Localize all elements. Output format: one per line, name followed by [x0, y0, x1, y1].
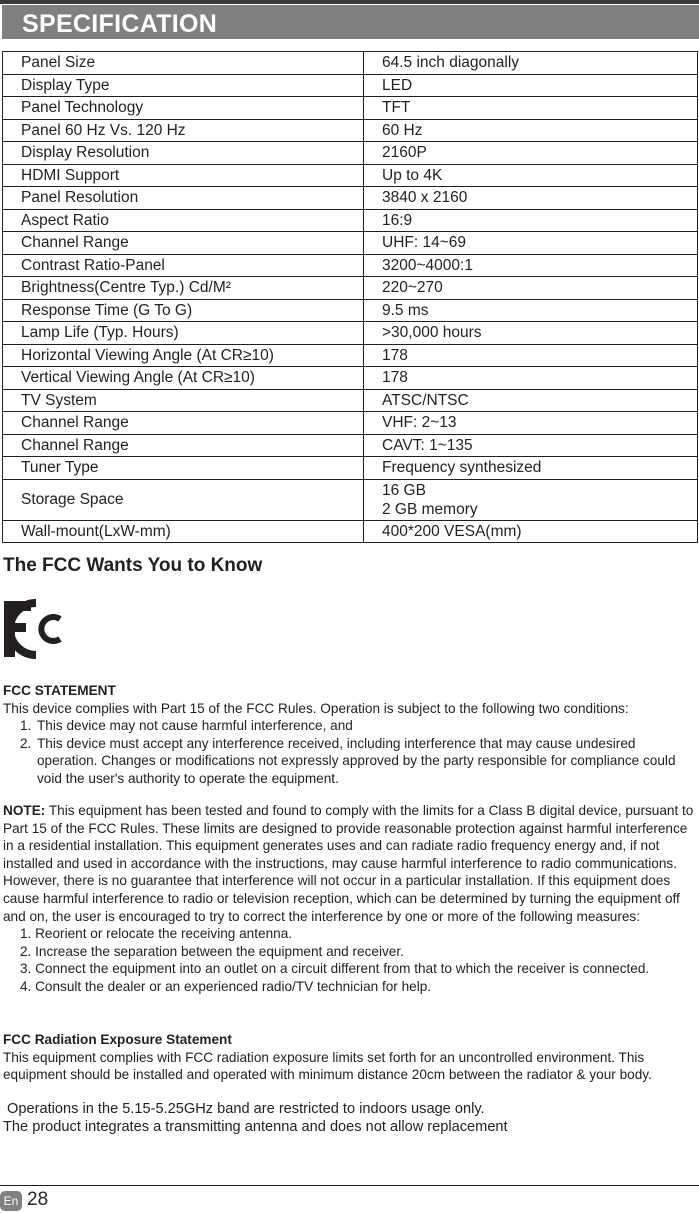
spec-label: Panel Size	[3, 52, 364, 75]
table-row	[3, 367, 698, 390]
table-row	[3, 457, 698, 480]
spec-value: 3200~4000:1	[364, 254, 698, 277]
spec-value: 3840 x 2160	[364, 187, 698, 210]
table-row	[3, 142, 698, 165]
table-row	[3, 412, 698, 435]
spec-label: Contrast Ratio-Panel	[3, 254, 364, 277]
table-row	[3, 97, 698, 120]
table-row	[3, 389, 698, 412]
antenna-text: The product integrates a transmitting antenna and does not allow replacement	[3, 1119, 508, 1135]
table-row	[3, 232, 698, 255]
radiation-text: This equipment complies with FCC radiation exposure limits set forth for an uncontrolled environment. This equipment should be installed and operated with minimum distance 20cm between the radiator & your body.	[3, 1049, 652, 1083]
fcc-heading: The FCC Wants You to Know	[3, 555, 263, 576]
table-row	[3, 322, 698, 345]
spec-value: UHF: 14~69	[364, 232, 698, 255]
spec-value: 220~270	[364, 277, 698, 300]
spec-label: Panel Technology	[3, 97, 364, 120]
operations-text: Operations in the 5.15-5.25GHz band are restricted to indoors usage only.	[3, 1101, 485, 1117]
table-row	[3, 344, 698, 367]
spec-label: Lamp Life (Typ. Hours)	[3, 322, 364, 345]
note-paragraph	[3, 802, 699, 925]
spec-label: Brightness(Centre Typ.) Cd/M²	[3, 277, 364, 300]
spec-label: Aspect Ratio	[3, 209, 364, 232]
spec-label: Vertical Viewing Angle (At CR≥10)	[3, 367, 364, 390]
spec-label: Channel Range	[3, 434, 364, 457]
list-item: 1. Reorient or relocate the receiving antenna.	[20, 926, 293, 942]
spec-label: Panel 60 Hz Vs. 120 Hz	[3, 119, 364, 142]
spec-label: Channel Range	[3, 232, 364, 255]
spec-value: 178	[364, 344, 698, 367]
spec-value: Frequency synthesized	[364, 457, 698, 480]
table-row	[3, 434, 698, 457]
language-badge: En	[0, 1191, 22, 1211]
spec-label: TV System	[3, 389, 364, 412]
spec-value: VHF: 2~13	[364, 412, 698, 435]
table-row	[3, 119, 698, 142]
spec-value: 60 Hz	[364, 119, 698, 142]
top-rule	[0, 0, 699, 4]
spec-label: Channel Range	[3, 412, 364, 435]
spec-value: 9.5 ms	[364, 299, 698, 322]
note-text: This equipment has been tested and found to comply with the limits for a Class B digital device, pursuant to Part 15 of the FCC Rules. These limits are designed to provide reasonable protection against harmful interference in a residential installation. This equipment generates uses and can radiate radio frequency energy and, if not installed and used in accordance with the instructions, may cause harmful interference to radio communications. However, there is no guarantee that interference will not occur in a particular installation. If this equipment does cause harmful interference to radio or television reception, which can be determined by turning the equipment off and on, the user is encouraged to try to correct the interference by one or more of the following measures:	[3, 803, 694, 924]
table-row	[3, 164, 698, 187]
spec-value-line: 16 GB	[382, 481, 426, 499]
spec-label: Horizontal Viewing Angle (At CR≥10)	[3, 344, 364, 367]
section-header-bar	[2, 5, 699, 39]
section-title: SPECIFICATION	[22, 10, 218, 38]
spec-value: ATSC/NTSC	[364, 389, 698, 412]
table-row	[3, 52, 698, 75]
radiation-title: FCC Radiation Exposure Statement	[3, 1032, 232, 1047]
spec-value: 400*200 VESA(mm)	[364, 520, 698, 543]
footer-rule	[0, 1185, 699, 1186]
list-item: 4. Consult the dealer or an experienced radio/TV technician for help.	[20, 978, 432, 994]
table-row	[3, 74, 698, 97]
spec-value: 2160P	[364, 142, 698, 165]
table-row	[3, 299, 698, 322]
list-item: 3. Connect the equipment into an outlet on a circuit different from that to which the receiver is connected.	[20, 961, 650, 977]
fcc-conditions-list	[3, 717, 699, 787]
spec-label: Display Type	[3, 74, 364, 97]
spec-value: 178	[364, 367, 698, 390]
spec-value: >30,000 hours	[364, 322, 698, 345]
table-row	[3, 209, 698, 232]
spec-label: HDMI Support	[3, 164, 364, 187]
spec-value: 64.5 inch diagonally	[364, 52, 698, 75]
note-label: NOTE:	[3, 803, 46, 818]
list-item: 1. This device may not cause harmful interference, and	[20, 718, 353, 734]
note-section	[3, 802, 699, 996]
measures-list	[3, 925, 699, 995]
spec-label: Tuner Type	[3, 457, 364, 480]
list-item: 2. This device must accept any interference received, including interference that may cause undesired operation. Changes or modifications not expressly approved by the party responsible for compliance could void the user's authority to operate the equipment.	[20, 735, 676, 786]
radiation-section	[3, 1031, 699, 1084]
spec-label: Panel Resolution	[3, 187, 364, 210]
specification-table	[2, 51, 698, 543]
table-row	[3, 520, 698, 543]
spec-label: Storage Space	[3, 479, 364, 520]
spec-value: LED	[364, 74, 698, 97]
table-row	[3, 187, 698, 210]
table-row	[3, 254, 698, 277]
operations-section	[3, 1100, 699, 1136]
spec-value: 16:9	[364, 209, 698, 232]
fcc-statement-title: FCC STATEMENT	[3, 683, 116, 698]
spec-value-line: 2 GB memory	[382, 500, 478, 518]
table-row	[3, 277, 698, 300]
spec-value: TFT	[364, 97, 698, 120]
page-number: 28	[27, 1189, 49, 1210]
spec-value: Up to 4K	[364, 164, 698, 187]
list-item: 2. Increase the separation between the equipment and receiver.	[20, 943, 404, 959]
spec-value	[364, 479, 698, 520]
spec-label: Wall-mount(LxW-mm)	[3, 520, 364, 543]
fcc-statement-intro: This device complies with Part 15 of the FCC Rules. Operation is subject to the following two conditions:	[3, 700, 629, 716]
spec-value: CAVT: 1~135	[364, 434, 698, 457]
fcc-statement	[3, 682, 699, 788]
spec-label: Display Resolution	[3, 142, 364, 165]
table-row	[3, 479, 698, 520]
spec-label: Response Time (G To G)	[3, 299, 364, 322]
fcc-logo-icon	[2, 597, 86, 661]
